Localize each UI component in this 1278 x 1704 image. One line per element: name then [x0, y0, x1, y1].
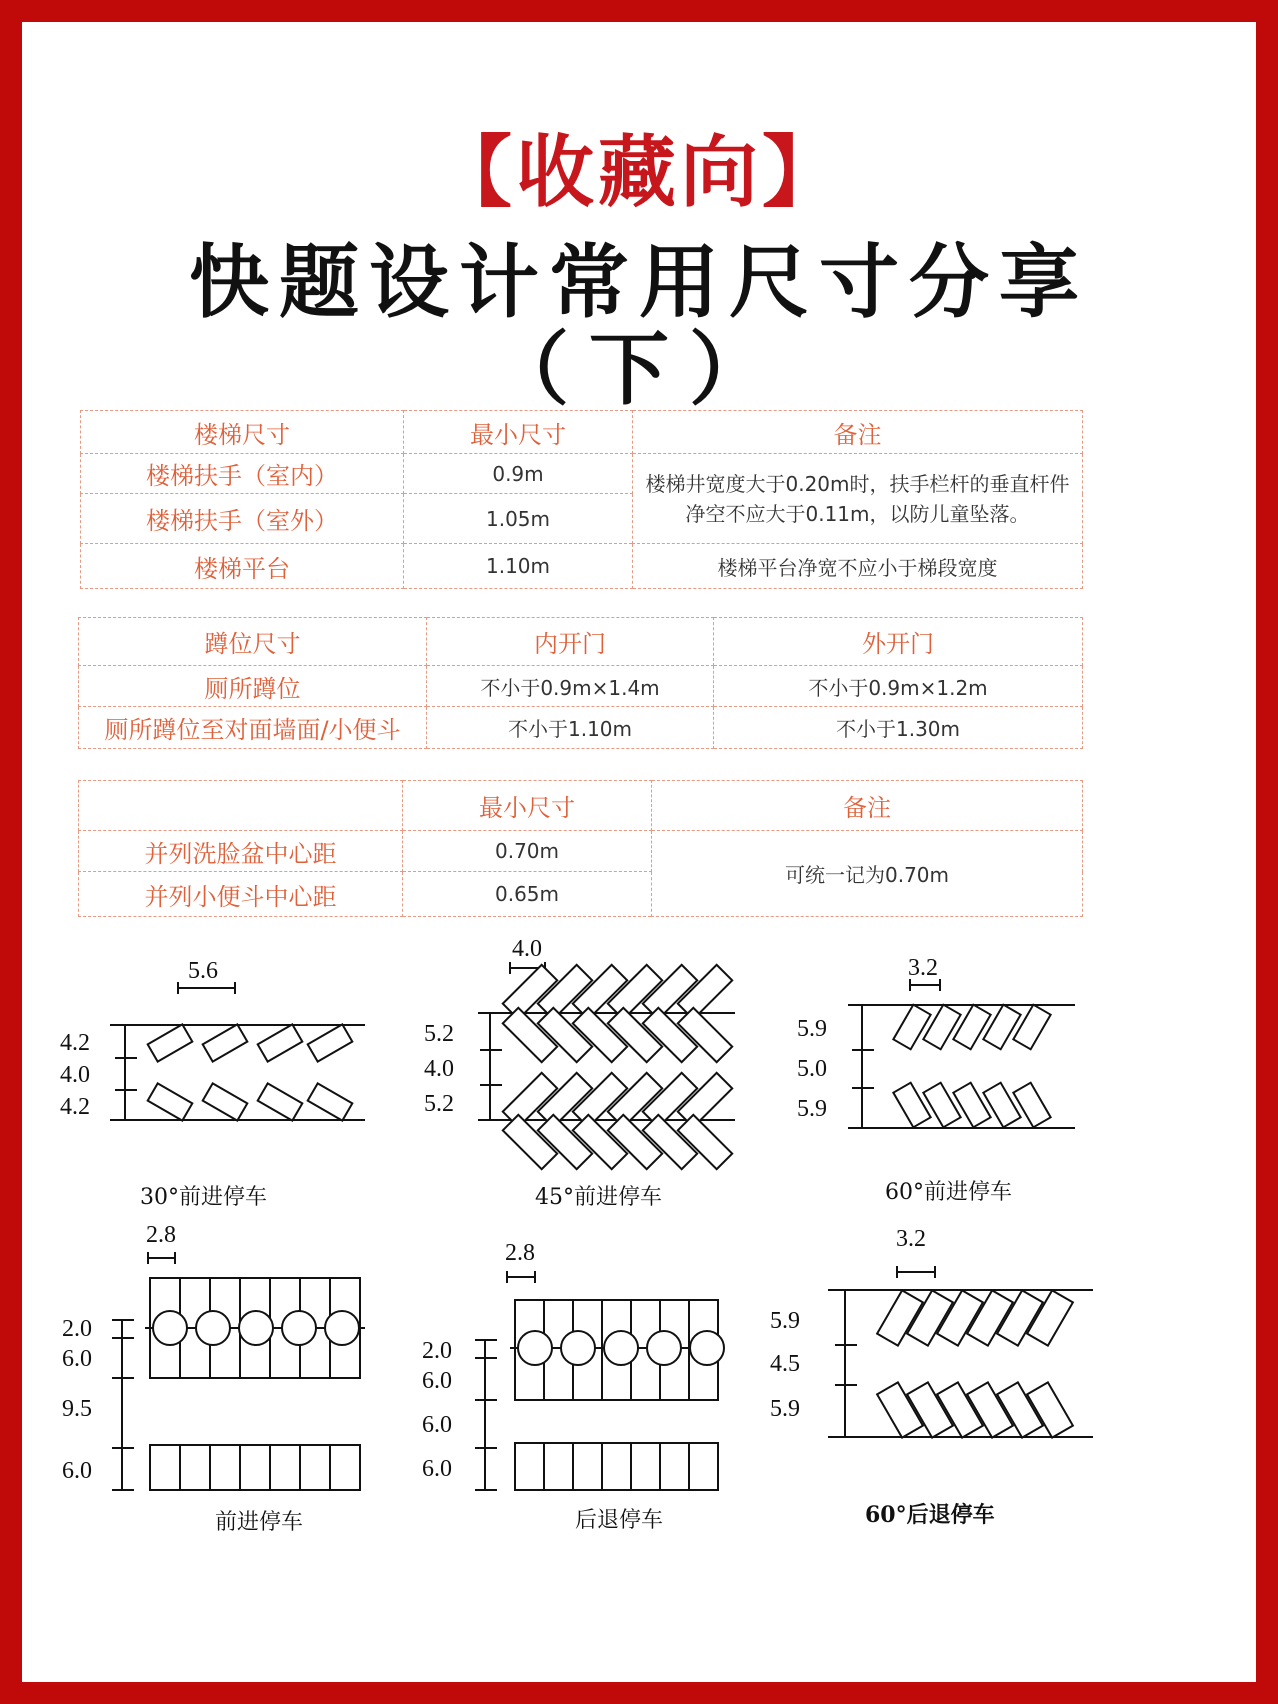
diagram-caption: 30°前进停车 [140, 1185, 267, 1210]
tree-icon [690, 1331, 724, 1365]
tree-icon [325, 1311, 359, 1345]
car-stall [148, 1083, 193, 1120]
value-cell: 不小于0.9m×1.2m [714, 666, 1083, 707]
row-label: 楼梯扶手（室内） [81, 454, 404, 494]
dim-label: 6.0 [62, 1458, 92, 1484]
dim-label: 6.0 [62, 1346, 92, 1372]
dim-label: 5.0 [797, 1056, 827, 1082]
parking-block [150, 1445, 360, 1490]
value-cell: 1.05m [404, 494, 633, 544]
car-stall [983, 1083, 1020, 1128]
car-stall [893, 1083, 930, 1128]
width-label: 5.6 [188, 958, 218, 984]
width-label: 2.8 [146, 1222, 176, 1248]
row-label: 楼梯扶手（室外） [81, 494, 404, 544]
note-cell: 可统一记为0.70m [652, 831, 1083, 917]
header-cell: 楼梯尺寸 [81, 411, 404, 454]
dim-label: 5.2 [424, 1021, 454, 1047]
dim-label: 4.2 [60, 1094, 90, 1120]
tree-icon [239, 1311, 273, 1345]
diagram-caption: 前进停车 [215, 1510, 304, 1535]
value-cell: 不小于1.30m [714, 707, 1083, 749]
dim-label: 4.5 [770, 1351, 800, 1377]
dim-label: 9.5 [62, 1396, 92, 1422]
page-subtitle: （下） [489, 322, 789, 416]
header-cell: 最小尺寸 [403, 781, 652, 831]
dim-label: 5.9 [770, 1308, 800, 1334]
row-label: 并列小便斗中心距 [79, 872, 403, 917]
dim-label: 6.0 [422, 1412, 452, 1438]
diagram-caption: 后退停车 [575, 1508, 664, 1533]
header-cell: 备注 [633, 411, 1083, 454]
dim-label: 5.2 [424, 1091, 454, 1117]
dim-label: 5.9 [797, 1096, 827, 1122]
tree-icon [153, 1311, 187, 1345]
value-cell: 1.10m [404, 544, 633, 589]
tree-icon [196, 1311, 230, 1345]
car-stall [1013, 1005, 1050, 1050]
dim-label: 2.0 [422, 1338, 452, 1364]
width-label: 3.2 [908, 955, 938, 981]
value-cell: 0.9m [404, 454, 633, 494]
width-label: 4.0 [512, 936, 542, 962]
row-label: 楼梯平台 [81, 544, 404, 589]
row-label: 厕所蹲位至对面墙面/小便斗 [79, 707, 427, 749]
width-label: 3.2 [896, 1226, 926, 1252]
car-stall [203, 1083, 248, 1120]
value-cell: 不小于0.9m×1.4m [427, 666, 714, 707]
car-stall [893, 1005, 930, 1050]
dim-label: 5.9 [770, 1396, 800, 1422]
value-cell: 不小于1.10m [427, 707, 714, 749]
car-stall [953, 1005, 990, 1050]
car-stall [258, 1083, 303, 1120]
car-stall [258, 1024, 303, 1061]
note-cell: 楼梯井宽度大于0.20m时，扶手栏杆的垂直杆件净空不应大于0.11m，以防儿童坠落。 [633, 454, 1083, 544]
row-label: 厕所蹲位 [79, 666, 427, 707]
car-stall [923, 1005, 960, 1050]
value-cell: 0.70m [403, 831, 652, 872]
diagram-caption: 60°前进停车 [885, 1180, 1012, 1205]
value-cell: 0.65m [403, 872, 652, 917]
car-stall [203, 1024, 248, 1061]
diagram-caption: 45°前进停车 [535, 1185, 662, 1210]
tree-icon [518, 1331, 552, 1365]
header-cell: 备注 [652, 781, 1083, 831]
dim-label: 4.0 [60, 1062, 90, 1088]
dim-label: 5.9 [797, 1016, 827, 1042]
header-cell: 蹲位尺寸 [79, 618, 427, 666]
dim-label: 2.0 [62, 1316, 92, 1342]
header-cell: 外开门 [714, 618, 1083, 666]
row-label: 并列洗脸盆中心距 [79, 831, 403, 872]
car-stall [308, 1083, 353, 1120]
car-stall [1013, 1083, 1050, 1128]
dim-label: 4.0 [424, 1056, 454, 1082]
tree-icon [282, 1311, 316, 1345]
note-cell: 楼梯平台净宽不应小于梯段宽度 [633, 544, 1083, 589]
header-cell: 内开门 [427, 618, 714, 666]
tree-icon [647, 1331, 681, 1365]
tree-icon [604, 1331, 638, 1365]
tree-icon [561, 1331, 595, 1365]
diagram-caption: 60°后退停车 [865, 1502, 995, 1528]
width-label: 2.8 [505, 1240, 535, 1266]
car-stall [308, 1024, 353, 1061]
car-stall [953, 1083, 990, 1128]
header-cell: 最小尺寸 [404, 411, 633, 454]
dim-label: 6.0 [422, 1368, 452, 1394]
car-stall [983, 1005, 1020, 1050]
car-stall [148, 1024, 193, 1061]
dim-label: 4.2 [60, 1030, 90, 1056]
parking-block [515, 1443, 718, 1490]
car-stall [923, 1083, 960, 1128]
title-tag: 【收藏向】 [433, 127, 844, 218]
page-title: 快题设计常用尺寸分享 [189, 235, 1089, 329]
dim-label: 6.0 [422, 1456, 452, 1482]
